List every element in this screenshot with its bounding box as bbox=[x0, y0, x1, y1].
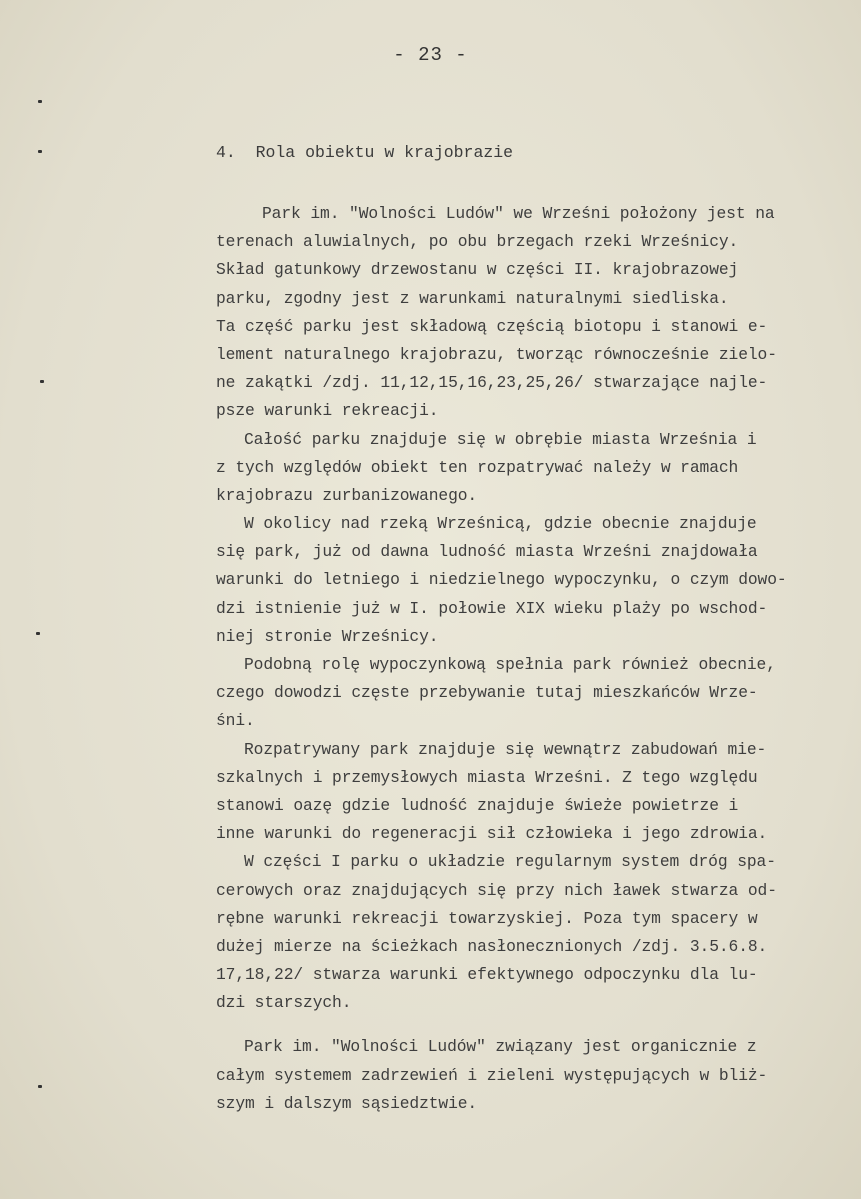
text-line: W części I parku o układzie regularnym system dróg spa- bbox=[244, 852, 776, 872]
text-line: Rozpatrywany park znajduje się wewnątrz zabudowań mie- bbox=[244, 739, 767, 759]
margin-mark bbox=[38, 100, 42, 103]
text-line: rębne warunki rekreacji towarzyskiej. Poza tym spacery w bbox=[216, 908, 758, 928]
text-line: warunki do letniego i niedzielnego wypoczynku, o czym dowo- bbox=[216, 570, 787, 590]
text-line: niej stronie Wrześnicy. bbox=[216, 626, 439, 646]
text-line: cerowych oraz znajdujących się przy nich ławek stwarza od- bbox=[216, 880, 777, 900]
paragraph bbox=[216, 510, 826, 651]
text-line: się park, już od dawna ludność miasta Wrześni znajdowała bbox=[216, 542, 758, 562]
text-line: 17,18,22/ stwarza warunki efektywnego odpoczynku dla lu- bbox=[216, 965, 758, 985]
text-line: Podobną rolę wypoczynkową spełnia park również obecnie, bbox=[244, 655, 776, 674]
paragraph bbox=[216, 200, 826, 426]
text-line: całym systemem zadrzewień i zieleni występujących w bliż- bbox=[216, 1065, 768, 1085]
text-line: Ta część parku jest składową częścią biotopu i stanowi e- bbox=[216, 316, 768, 336]
paragraph bbox=[216, 1033, 826, 1118]
text-line: terenach aluwialnych, po obu brzegach rzeki Wrześnicy. bbox=[216, 232, 739, 252]
text-line: inne warunki do regeneracji sił człowieka i jego zdrowia. bbox=[216, 824, 768, 844]
text-line: z tych względów obiekt ten rozpatrywać należy w ramach bbox=[216, 457, 739, 477]
text-line: ne zakątki /zdj. 11,12,15,16,23,25,26/ stwarzające najle- bbox=[216, 373, 768, 393]
margin-mark bbox=[40, 380, 44, 383]
text-line: śni. bbox=[216, 711, 255, 731]
margin-mark bbox=[38, 150, 42, 153]
text-line: Park im. "Wolności Ludów" związany jest organicznie z bbox=[244, 1037, 757, 1057]
text-line: Park im. "Wolności Ludów" we Wrześni położony jest na bbox=[262, 204, 775, 223]
text-line: czego dowodzi częste przebywanie tutaj mieszkańców Wrze- bbox=[216, 683, 758, 703]
paragraph bbox=[216, 426, 826, 511]
paragraph bbox=[216, 848, 826, 1017]
text-line: krajobrazu zurbanizowanego. bbox=[216, 485, 478, 505]
text-line: Całość parku znajduje się w obrębie miasta Września i bbox=[244, 429, 757, 449]
body-text bbox=[216, 200, 826, 1118]
text-line: dzi istnienie już w I. połowie XIX wieku plaży po wschod- bbox=[216, 598, 768, 618]
text-line: parku, zgodny jest z warunkami naturalnymi siedliska. bbox=[216, 288, 729, 308]
text-line: dużej mierze na ścieżkach nasłonecznionych /zdj. 3.5.6.8. bbox=[216, 936, 768, 956]
margin-mark bbox=[36, 632, 40, 635]
page-number: - 23 - bbox=[393, 44, 468, 66]
margin-mark bbox=[38, 1085, 42, 1088]
text-line: szkalnych i przemysłowych miasta Wrześni. Z tego względu bbox=[216, 767, 758, 787]
text-line: W okolicy nad rzeką Wrześnicą, gdzie obecnie znajduje bbox=[244, 514, 757, 534]
text-line: psze warunki rekreacji. bbox=[216, 401, 439, 421]
text-line: lement naturalnego krajobrazu, tworząc równocześnie zielo- bbox=[216, 344, 777, 364]
text-line: dzi starszych. bbox=[216, 993, 352, 1013]
text-line: stanowi oazę gdzie ludność znajduje świeże powietrze i bbox=[216, 795, 739, 815]
paragraph bbox=[216, 736, 826, 849]
text-line: szym i dalszym sąsiedztwie. bbox=[216, 1093, 478, 1113]
text-line: Skład gatunkowy drzewostanu w części II. krajobrazowej bbox=[216, 260, 739, 280]
section-heading: 4. Rola obiektu w krajobrazie bbox=[216, 143, 514, 162]
paragraph bbox=[216, 651, 826, 736]
